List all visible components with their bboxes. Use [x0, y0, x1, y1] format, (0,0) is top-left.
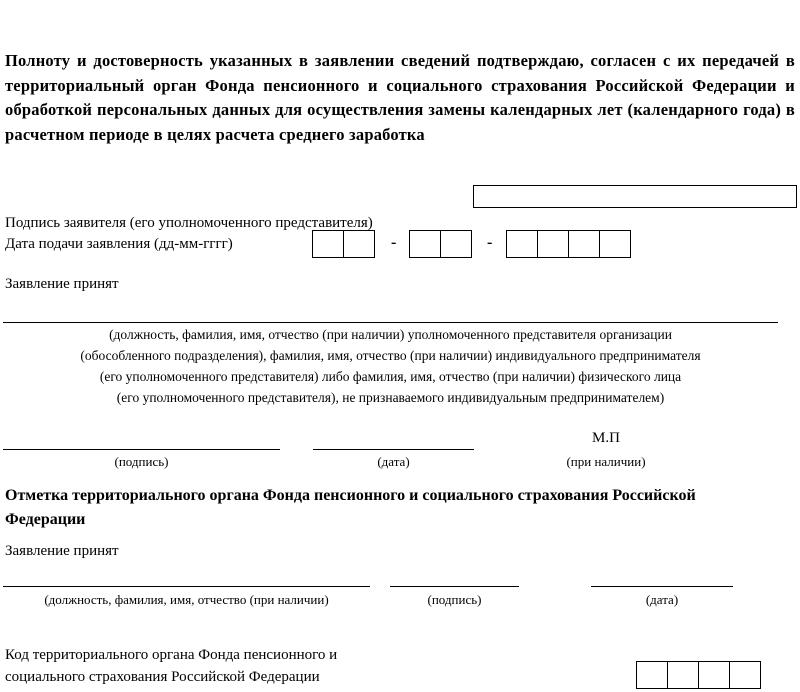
code-cell[interactable]	[636, 661, 668, 689]
territorial-code-cells[interactable]	[636, 661, 761, 689]
date-year-cells[interactable]	[506, 230, 631, 258]
date-line-2[interactable]	[591, 586, 733, 587]
signature-caption-2: (подпись)	[427, 592, 482, 607]
date-cell[interactable]	[440, 230, 472, 258]
signature-field[interactable]	[473, 185, 797, 208]
official-note-line: (обособленного подразделения), фамилия, имя, отчество (при наличии) индивидуального предпринимателя	[80, 348, 701, 363]
position-name-line[interactable]	[3, 586, 370, 587]
date-cell[interactable]	[343, 230, 375, 258]
date-separator: -	[487, 234, 493, 251]
date-cell[interactable]	[409, 230, 441, 258]
stamp-caption: (при наличии)	[566, 454, 646, 469]
code-cell[interactable]	[698, 661, 730, 689]
date-day-cells[interactable]	[312, 230, 375, 258]
code-cell[interactable]	[729, 661, 761, 689]
accepted-label: Заявление принят	[5, 276, 119, 292]
date-caption-2: (дата)	[645, 592, 679, 607]
consent-paragraph: Полноту и достоверность указанных в заявлении сведений подтверждаю, согласен с их передачей в территориальный орган Фонда пенсионного и социального страхования Российской Федерации и обработкой персональных данных для осуществления замены календарных лет (календарного года) в расчетном периоде в целях расчета среднего заработка	[5, 51, 795, 144]
official-note-line: (его уполномоченного представителя), не признаваемого индивидуальным предпринимателем)	[116, 390, 665, 405]
date-cell[interactable]	[599, 230, 631, 258]
date-separator: -	[391, 234, 397, 251]
position-name-caption: (должность, фамилия, имя, отчество (при наличии)	[44, 592, 329, 607]
date-label: Дата подачи заявления (дд-мм-гггг)	[5, 236, 233, 252]
date-cell[interactable]	[312, 230, 344, 258]
official-note-line: (должность, фамилия, имя, отчество (при наличии) уполномоченного представителя организации	[109, 327, 672, 342]
stamp-label: М.П	[592, 430, 620, 446]
signature-line[interactable]	[3, 449, 280, 450]
date-month-cells[interactable]	[409, 230, 472, 258]
territorial-code-label: социального страхования Российской Федерации	[5, 669, 320, 685]
date-line[interactable]	[313, 449, 474, 450]
official-note	[3, 324, 778, 408]
date-cell[interactable]	[568, 230, 600, 258]
signature-label: Подпись заявителя (его уполномоченного представителя)	[5, 215, 373, 231]
date-cell[interactable]	[506, 230, 538, 258]
fund-mark-heading: Отметка территориального органа Фонда пенсионного и социального страхования Российской Федерации	[5, 487, 696, 528]
territorial-code-label: Код территориального органа Фонда пенсионного и	[5, 647, 338, 663]
code-cell[interactable]	[667, 661, 699, 689]
official-line[interactable]	[3, 322, 778, 323]
date-caption: (дата)	[377, 454, 410, 469]
official-note-line: (его уполномоченного представителя) либо фамилия, имя, отчество (при наличии) физического лица	[99, 369, 682, 384]
signature-caption: (подпись)	[114, 454, 169, 469]
signature-line-2[interactable]	[390, 586, 519, 587]
date-cell[interactable]	[537, 230, 569, 258]
accepted-label-2: Заявление принят	[5, 543, 119, 559]
